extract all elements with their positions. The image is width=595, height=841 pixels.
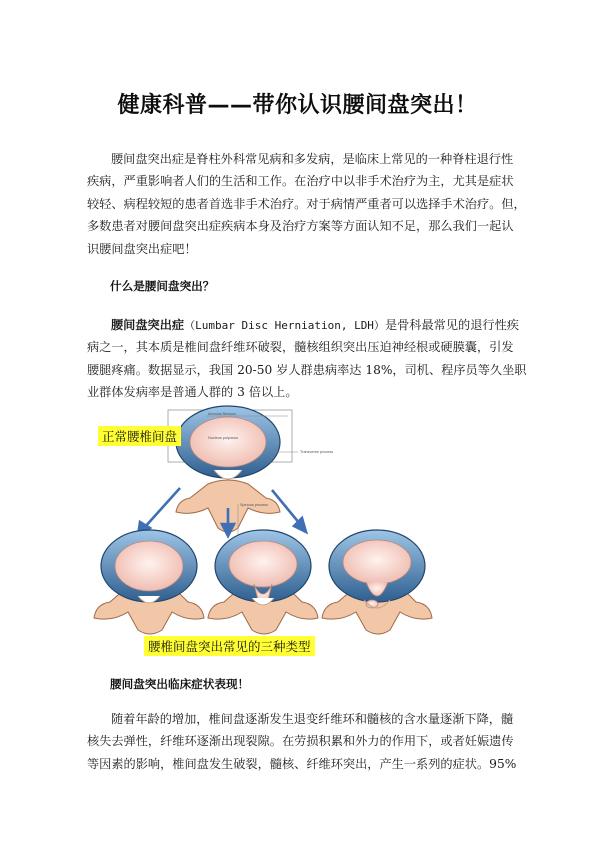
- label-transverse: Transverse process: [300, 450, 334, 454]
- intro-line: 疾病，严重影响者人们的生活和工作。在治疗中以非手术治疗为主，尤其是症状: [87, 174, 514, 189]
- herniation-type-1: [94, 530, 204, 634]
- symptoms-line: 随着年龄的增加，椎间盘逐渐发生退变纤维环和髓核的含水量逐渐下降，髓: [111, 712, 514, 726]
- symptoms-paragraph: [87, 708, 517, 775]
- disc-herniation-figure: [88, 404, 508, 656]
- intro-line: 识腰间盘突出症吧！: [87, 241, 197, 256]
- label-spinous: Spinous process: [240, 503, 269, 507]
- symptoms-line: 等因素的影响，椎间盘发生破裂，髓核、纤维环突出，产生一系列的症状。95%: [87, 756, 517, 771]
- label-nucleus: Nucleus pulposus: [208, 436, 238, 440]
- definition-line: 病之一，其本质是椎间盘纤维环破裂，髓核组织突出压迫神经根或硬膜囊，引发: [87, 340, 514, 355]
- label-normal-disc: 正常腰椎间盘: [98, 426, 181, 446]
- page-title: 健康科普——带你认识腰间盘突出！: [117, 93, 478, 118]
- intro-line: 腰间盘突出症是脊柱外科常见病和多发病，是临床上常见的一种脊柱退行性: [111, 152, 514, 166]
- label-annulus: Annulus fibrosus: [208, 412, 237, 416]
- intro-paragraph: [87, 148, 526, 260]
- intro-line: 较轻、病程较短的患者首选非手术治疗。对于病情严重者可以选择手术治疗。但，: [87, 196, 526, 211]
- section-heading-symptoms: 腰间盘突出临床症状表现！: [110, 677, 250, 691]
- label-three-types: 腰椎间盘突出常见的三种类型: [144, 636, 315, 656]
- definition-line: 业群体发病率是普通人群的 3 倍以上。: [87, 385, 298, 400]
- herniation-type-3: [322, 530, 432, 634]
- definition-term-en: （Lumbar Disc Herniation, LDH）: [184, 319, 385, 332]
- nucleus: [190, 417, 266, 467]
- herniation-type-2: [208, 530, 318, 634]
- definition-paragraph: [87, 314, 527, 404]
- definition-line: [87, 314, 519, 336]
- section-heading-what-is: 什么是腰间盘突出？: [110, 279, 215, 293]
- definition-line-rest: 是骨科最常见的退行性疾: [384, 318, 519, 332]
- definition-term: 腰间盘突出症: [111, 318, 185, 332]
- intro-line: 多数患者对腰间盘突出症疾病本身及治疗方案等方面认知不足，那么我们一起认: [87, 219, 514, 234]
- symptoms-line: 核失去弹性，纤维环逐渐出现裂隙。在劳损积累和外力的作用下，或者妊娠遗传: [87, 734, 514, 749]
- definition-line: 腰腿疼痛。数据显示，我国 20-50 岁人群患病率达 18%，司机、程序员等久坐职: [87, 362, 527, 377]
